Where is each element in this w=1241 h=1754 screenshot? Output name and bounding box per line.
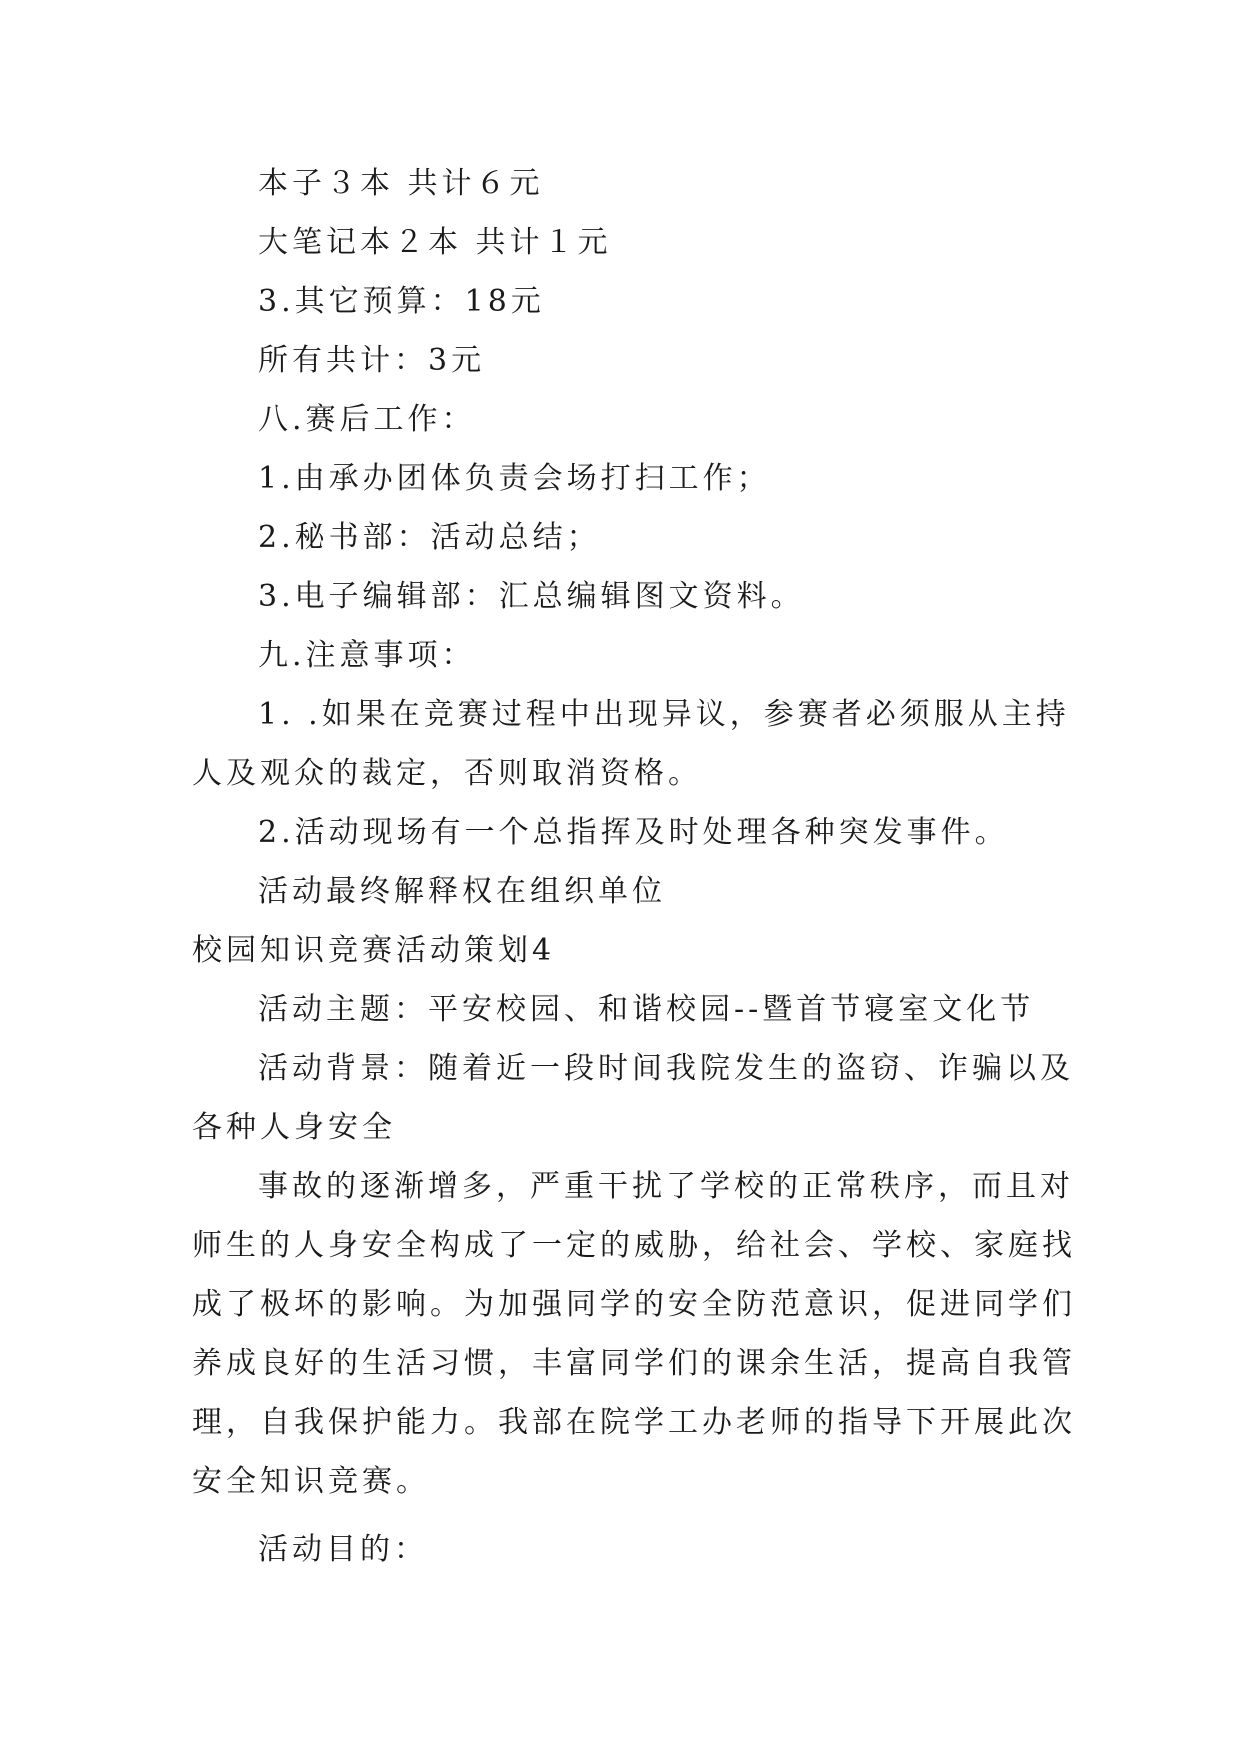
section-heading: 八.赛后工作： <box>258 402 476 437</box>
text-line: 活动目的： <box>258 1532 428 1567</box>
text-line: 养成良好的生活习惯，丰富同学们的课余生活，提高自我管 <box>192 1346 1076 1381</box>
text-line: 2.活动现场有一个总指挥及时处理各种突发事件。 <box>258 815 1009 850</box>
text-line: 人及观众的裁定，否则取消资格。 <box>192 756 702 791</box>
text-line: 所有共计：3元 <box>258 343 486 378</box>
text-line: 事故的逐渐增多，严重干扰了学校的正常秩序，而且对 <box>258 1169 1074 1204</box>
text-line: 活动背景：随着近一段时间我院发生的盗窃、诈骗以及 <box>258 1051 1074 1086</box>
text-line: 理，自我保护能力。我部在院学工办老师的指导下开展此次 <box>192 1405 1076 1440</box>
text-line: 师生的人身安全构成了一定的威胁，给社会、学校、家庭找 <box>192 1228 1076 1263</box>
text-line: 活动最终解释权在组织单位 <box>258 874 666 909</box>
section-heading: 九.注意事项： <box>258 638 476 673</box>
text-line: 安全知识竞赛。 <box>192 1464 430 1499</box>
text-line: 活动主题：平安校园、和谐校园--暨首节寝室文化节 <box>258 992 1035 1027</box>
text-line: 2.秘书部：活动总结； <box>258 520 601 555</box>
section-title: 校园知识竞赛活动策划4 <box>192 933 556 968</box>
text-line: 3.电子编辑部：汇总编辑图文资料。 <box>258 579 805 614</box>
text-line: 3.其它预算：18元 <box>258 284 545 319</box>
text-line: 大笔记本２本 共计１元 <box>258 225 612 260</box>
text-line: 各种人身安全 <box>192 1110 396 1145</box>
text-line: 成了极坏的影响。为加强同学的安全防范意识，促进同学们 <box>192 1287 1076 1322</box>
text-line: 1. .如果在竞赛过程中出现异议，参赛者必须服从主持 <box>258 697 1070 732</box>
text-line: 1.由承办团体负责会场打扫工作； <box>258 461 771 496</box>
text-line: 本子３本 共计６元 <box>258 166 544 201</box>
